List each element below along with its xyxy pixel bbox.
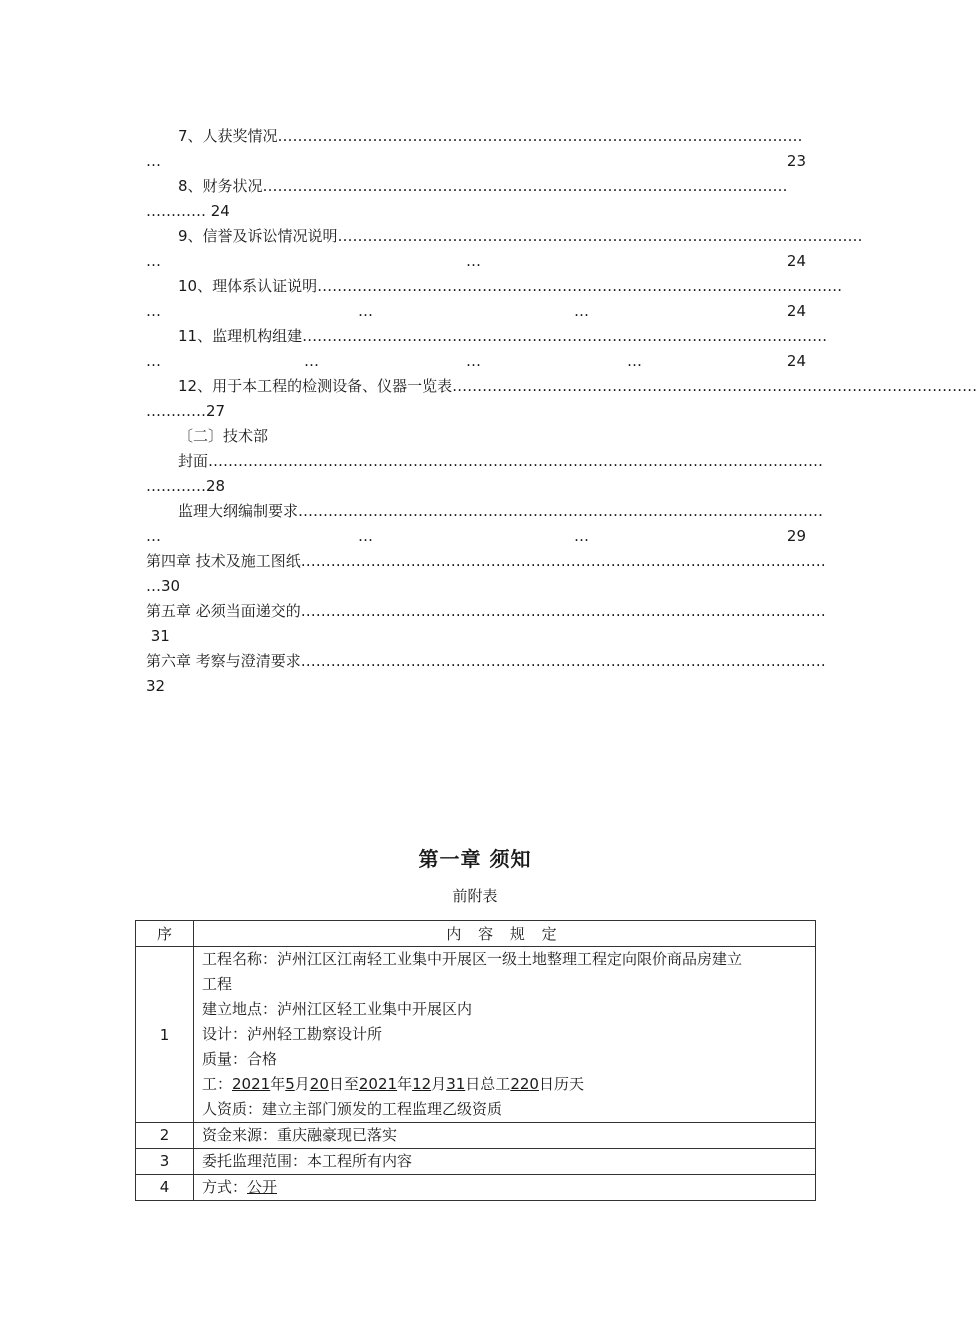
- bidding-method: 方式：公开: [194, 1175, 816, 1201]
- toc-ellipsis: …: [574, 302, 589, 320]
- toc-label: 封面: [178, 452, 209, 470]
- toc-page-number: 31: [146, 627, 170, 645]
- end-month: 12: [412, 1075, 432, 1093]
- toc-ellipsis: …: [466, 252, 481, 270]
- table-of-contents: [146, 124, 977, 699]
- header-content: 内 容 规 定: [194, 921, 816, 947]
- toc-ellipsis: …: [358, 527, 373, 545]
- total-days: 220: [510, 1075, 539, 1093]
- project-name-cont: 工程: [202, 975, 233, 993]
- bidding-method-value: 公开: [247, 1178, 278, 1196]
- toc-label: 7、人获奖情况: [178, 127, 278, 145]
- toc-label: 10、理体系认证说明: [178, 277, 318, 295]
- toc-entry[interactable]: 7、人获奖情况…………………………………………………………………………………………… … 23: [146, 124, 810, 174]
- start-year: 2021: [232, 1075, 271, 1093]
- toc-entry[interactable]: 封面…………………………………………………………………………………………………………… …………28: [146, 449, 810, 499]
- toc-entry[interactable]: 9、信誉及诉讼情况说明…………………………………………………………………………………………… … … 24: [146, 224, 810, 274]
- table-caption: 前附表: [452, 887, 498, 905]
- toc-entry[interactable]: 第四章 技术及施工图纸…………………………………………………………………………………………… …30: [146, 549, 810, 599]
- toc-ellipsis: …: [358, 302, 373, 320]
- toc-page-number: …………28: [146, 477, 226, 495]
- table-row: [136, 1123, 816, 1149]
- toc-ellipsis: …: [466, 352, 481, 370]
- toc-page-number: ………… 24: [146, 202, 230, 220]
- toc-ellipsis: …: [304, 352, 319, 370]
- row-number: 3: [136, 1149, 194, 1175]
- toc-label: 11、监理机构组建: [178, 327, 303, 345]
- project-period: 工：2021年5月20日至2021年12月31日总工220日历天: [202, 1075, 584, 1093]
- toc-label: 第五章 必须当面递交的: [146, 602, 301, 620]
- row-content: [194, 947, 816, 1123]
- end-year: 2021: [358, 1075, 398, 1093]
- toc-page-number: 29: [786, 527, 806, 545]
- toc-ellipsis: …: [574, 527, 589, 545]
- table-row: [136, 1175, 816, 1201]
- row-number: 4: [136, 1175, 194, 1201]
- row-number: 2: [136, 1123, 194, 1149]
- toc-page-number: …30: [146, 577, 181, 595]
- project-quality: 质量：合格: [202, 1050, 278, 1068]
- toc-label: 9、信誉及诉讼情况说明: [178, 227, 338, 245]
- header-no: 序: [136, 921, 194, 947]
- toc-section-heading: 〔二〕技术部: [178, 427, 269, 445]
- project-location: 建立地点：泸州江区轻工业集中开展区内: [202, 1000, 473, 1018]
- toc-ellipsis: …: [627, 352, 642, 370]
- table-row: [136, 947, 816, 1123]
- toc-label: 监理大纲编制要求: [178, 502, 299, 520]
- toc-ellipsis: …: [146, 527, 161, 545]
- table-header-row: [136, 921, 816, 947]
- toc-page-number: …………27: [146, 402, 226, 420]
- start-month: 5: [285, 1075, 295, 1093]
- toc-entry[interactable]: 监理大纲编制要求…………………………………………………………………………………………… … … … 29: [146, 499, 810, 549]
- toc-page-number: 32: [146, 677, 166, 695]
- toc-label: 12、用于本工程的检测设备、仪器一览表: [178, 377, 453, 395]
- toc-page-number: 23: [786, 152, 806, 170]
- end-day: 31: [446, 1075, 466, 1093]
- toc-label: 第四章 技术及施工图纸: [146, 552, 301, 570]
- toc-entry[interactable]: 10、理体系认证说明…………………………………………………………………………………………… … … … 24: [146, 274, 810, 324]
- project-name: 工程名称：泸州江区江南轻工业集中开展区一级土地整理工程定向限价商品房建立: [202, 950, 743, 968]
- table-row: [136, 1149, 816, 1175]
- toc-entry[interactable]: 第六章 考察与澄清要求…………………………………………………………………………………………… 32: [146, 649, 810, 699]
- toc-page-number: 24: [786, 252, 806, 270]
- funding-source: 资金来源：重庆融豪现已落实: [194, 1123, 816, 1149]
- chapter-title: 第一章 须知: [418, 847, 532, 871]
- project-design: 设计：泸州轻工勘察设计所: [202, 1025, 383, 1043]
- toc-page-number: 24: [786, 352, 806, 370]
- qualification: 人资质：建立主部门颁发的工程监理乙级资质: [202, 1100, 503, 1118]
- toc-entry[interactable]: 11、监理机构组建…………………………………………………………………………………………… … … … … 24: [146, 324, 810, 374]
- row-number: 1: [136, 947, 194, 1123]
- toc-entry[interactable]: 12、用于本工程的检测设备、仪器一览表…………………………………………………………………………………………… …………27: [146, 374, 810, 424]
- toc-page-number: 24: [786, 302, 806, 320]
- supervision-scope: 委托监理范围：本工程所有内容: [194, 1149, 816, 1175]
- toc-label: 第六章 考察与澄清要求: [146, 652, 301, 670]
- toc-ellipsis: …: [146, 152, 161, 170]
- toc-ellipsis: …: [146, 252, 161, 270]
- toc-entry[interactable]: 第五章 必须当面递交的…………………………………………………………………………………………… 31: [146, 599, 810, 649]
- toc-entry[interactable]: 8、财务状况…………………………………………………………………………………………… ………… 24: [146, 174, 810, 224]
- toc-ellipsis: …: [146, 302, 161, 320]
- front-table: [135, 920, 816, 1201]
- start-day: 20: [309, 1075, 329, 1093]
- toc-ellipsis: …: [146, 352, 161, 370]
- toc-label: 8、财务状况: [178, 177, 263, 195]
